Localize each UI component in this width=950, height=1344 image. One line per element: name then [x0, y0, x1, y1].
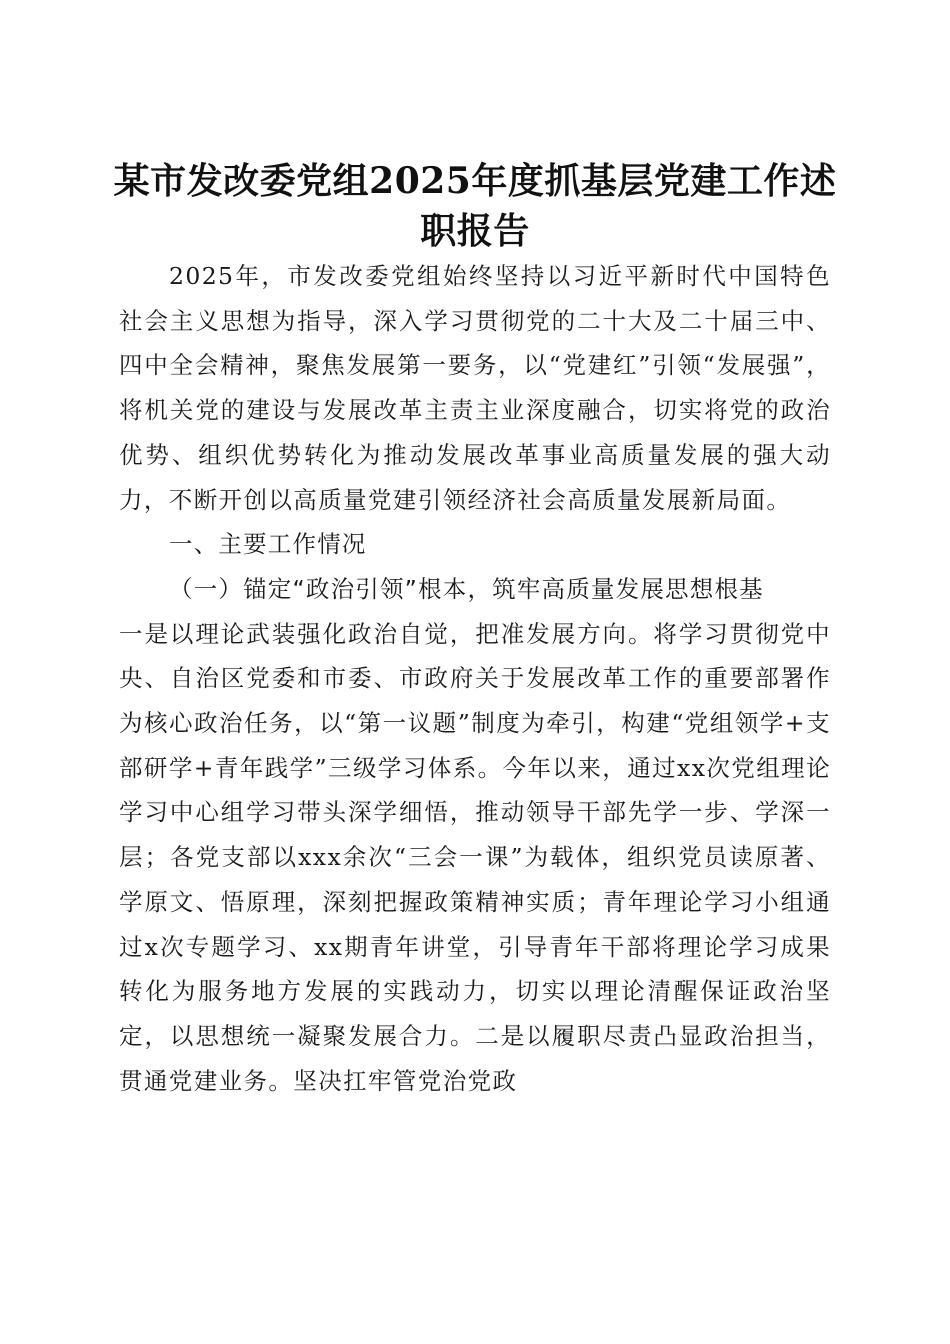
section-heading: 一、主要工作情况	[169, 530, 367, 559]
intro-paragraph: 2025年，市发改委党组始终坚持以习近平新时代中国特色社会主义思想为指导，深入学习贯彻党的二十大及二十届三中、四中全会精神，聚焦发展第一要务，以“党建红”引领“发展强”，将机关党的建设与发展改革主责主业深度融合，切实将党的政治优势、组织优势转化为推动发展改革事业高质量发展的强大动力，不断开创以高质量党建引领经济社会高质量发展新局面。	[119, 262, 831, 514]
body-paragraph: 一是以理论武装强化政治自觉，把准发展方向。将学习贯彻党中央、自治区党委和市委、市政府关于发展改革工作的重要部署作为核心政治任务，以“第一议题”制度为牵引，构建“党组领学+支部研学+青年践学”三级学习体系。今年以来，通过xx次党组理论学习中心组学习带头深学细悟，推动领导干部先学一步、学深一层；各党支部以xxx余次“三会一课”为载体，组织党员读原著、学原文、悟原理，深刻把握政策精神实质；青年理论学习小组通过x次专题学习、xx期青年讲堂，引导青年干部将理论学习成果转化为服务地方发展的实践动力，切实以理论清醒保证政治坚定，以思想统一凝聚发展合力。二是以履职尽责凸显政治担当，贯通党建业务。坚决扛牢管党治党政	[119, 619, 831, 1095]
document-title: 某市发改委党组2025年度抓基层党建工作述职报告	[113, 160, 837, 253]
subsection-heading: （一）锚定“政治引领”根本，筑牢高质量发展思想根基	[169, 574, 764, 603]
document-body	[119, 254, 831, 1103]
